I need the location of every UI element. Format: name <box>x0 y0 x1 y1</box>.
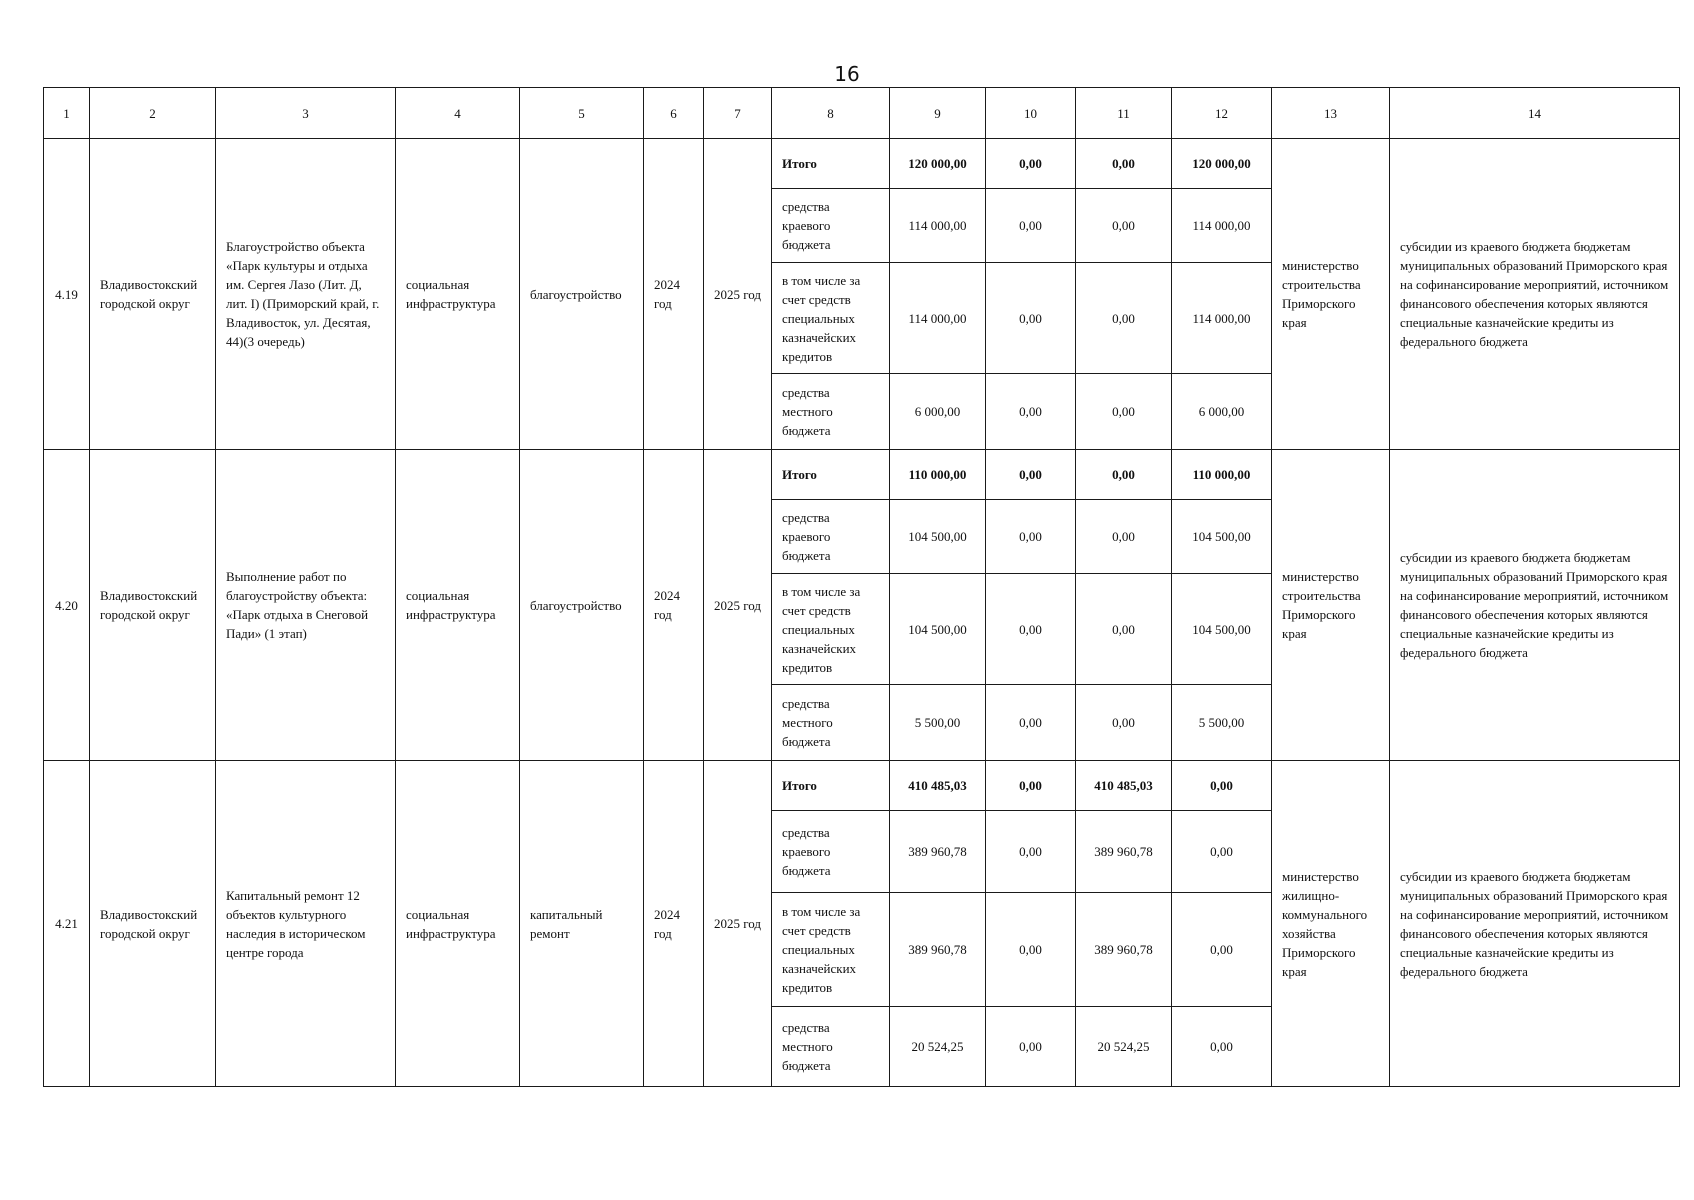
amount-cell: 389 960,78 <box>1076 811 1172 893</box>
object-name-cell: Капитальный ремонт 12 объектов культурного наследия в историческом центре города <box>216 761 396 1087</box>
start-year-cell: 2024 год <box>644 139 704 450</box>
amount-cell: 0,00 <box>986 574 1076 685</box>
amount-cell: 0,00 <box>1076 263 1172 374</box>
sphere-cell: социальная инфраструктура <box>396 450 520 761</box>
amount-cell: 0,00 <box>1076 374 1172 450</box>
amount-cell: 114 000,00 <box>890 263 986 374</box>
column-number-row <box>44 88 1680 139</box>
sphere-cell: социальная инфраструктура <box>396 761 520 1087</box>
funding-source-label: в том числе за счет средств специальных казначейских кредитов <box>772 263 890 374</box>
work-type-cell: благоустройство <box>520 450 644 761</box>
column-number: 12 <box>1172 88 1272 139</box>
amount-cell: 0,00 <box>986 263 1076 374</box>
column-number: 6 <box>644 88 704 139</box>
sphere-cell: социальная инфраструктура <box>396 139 520 450</box>
column-number: 4 <box>396 88 520 139</box>
object-name-cell: Благоустройство объекта «Парк культуры и отдыха им. Сергея Лазо (Лит. Д, лит. I) (Приморский край, г. Владивосток, ул. Десятая, 44)(3 очередь) <box>216 139 396 450</box>
column-number: 11 <box>1076 88 1172 139</box>
funding-source-label: Итого <box>772 450 890 500</box>
record-number: 4.21 <box>44 761 90 1087</box>
municipality-cell: Владивостокский городской округ <box>90 139 216 450</box>
amount-cell: 0,00 <box>1172 1007 1272 1087</box>
amount-cell: 0,00 <box>986 1007 1076 1087</box>
responsible-body-cell: министерство строительства Приморского края <box>1272 450 1390 761</box>
amount-cell: 389 960,78 <box>1076 893 1172 1007</box>
amount-cell: 114 000,00 <box>1172 189 1272 263</box>
funding-source-label: Итого <box>772 761 890 811</box>
start-year-cell: 2024 год <box>644 450 704 761</box>
column-number: 3 <box>216 88 396 139</box>
column-number: 1 <box>44 88 90 139</box>
amount-cell: 0,00 <box>986 139 1076 189</box>
amount-cell: 104 500,00 <box>890 500 986 574</box>
column-number: 14 <box>1390 88 1680 139</box>
amount-cell: 110 000,00 <box>890 450 986 500</box>
end-year-cell: 2025 год <box>704 761 772 1087</box>
column-number: 2 <box>90 88 216 139</box>
end-year-cell: 2025 год <box>704 450 772 761</box>
record-number: 4.19 <box>44 139 90 450</box>
record-row <box>44 139 1680 189</box>
funding-source-label: в том числе за счет средств специальных казначейских кредитов <box>772 893 890 1007</box>
amount-cell: 0,00 <box>1076 685 1172 761</box>
work-type-cell: капитальный ремонт <box>520 761 644 1087</box>
amount-cell: 5 500,00 <box>890 685 986 761</box>
column-number: 7 <box>704 88 772 139</box>
amount-cell: 0,00 <box>1076 189 1172 263</box>
funding-table <box>43 87 1680 1087</box>
amount-cell: 104 500,00 <box>1172 500 1272 574</box>
amount-cell: 0,00 <box>1076 450 1172 500</box>
amount-cell: 5 500,00 <box>1172 685 1272 761</box>
amount-cell: 114 000,00 <box>1172 263 1272 374</box>
amount-cell: 0,00 <box>986 500 1076 574</box>
municipality-cell: Владивостокский городской округ <box>90 761 216 1087</box>
amount-cell: 0,00 <box>986 893 1076 1007</box>
amount-cell: 389 960,78 <box>890 811 986 893</box>
responsible-body-cell: министерство жилищно-коммунального хозяйства Приморского края <box>1272 761 1390 1087</box>
amount-cell: 20 524,25 <box>890 1007 986 1087</box>
page-number: 16 <box>834 62 860 86</box>
amount-cell: 0,00 <box>986 374 1076 450</box>
funding-source-label: средства местного бюджета <box>772 1007 890 1087</box>
amount-cell: 6 000,00 <box>890 374 986 450</box>
amount-cell: 0,00 <box>1076 574 1172 685</box>
amount-cell: 120 000,00 <box>890 139 986 189</box>
municipality-cell: Владивостокский городской округ <box>90 450 216 761</box>
amount-cell: 0,00 <box>1172 893 1272 1007</box>
responsible-body-cell: министерство строительства Приморского края <box>1272 139 1390 450</box>
column-number: 9 <box>890 88 986 139</box>
end-year-cell: 2025 год <box>704 139 772 450</box>
funding-source-label: средства краевого бюджета <box>772 189 890 263</box>
amount-cell: 104 500,00 <box>1172 574 1272 685</box>
amount-cell: 104 500,00 <box>890 574 986 685</box>
column-number: 5 <box>520 88 644 139</box>
column-number: 13 <box>1272 88 1390 139</box>
amount-cell: 0,00 <box>986 450 1076 500</box>
funding-source-label: в том числе за счет средств специальных казначейских кредитов <box>772 574 890 685</box>
amount-cell: 0,00 <box>986 811 1076 893</box>
funding-source-label: средства краевого бюджета <box>772 811 890 893</box>
amount-cell: 0,00 <box>1172 761 1272 811</box>
record-row <box>44 450 1680 500</box>
object-name-cell: Выполнение работ по благоустройству объекта: «Парк отдыха в Снеговой Пади» (1 этап) <box>216 450 396 761</box>
amount-cell: 0,00 <box>1172 811 1272 893</box>
start-year-cell: 2024 год <box>644 761 704 1087</box>
amount-cell: 0,00 <box>986 189 1076 263</box>
amount-cell: 0,00 <box>1076 139 1172 189</box>
funding-source-label: средства краевого бюджета <box>772 500 890 574</box>
funding-source-label: средства местного бюджета <box>772 685 890 761</box>
amount-cell: 410 485,03 <box>890 761 986 811</box>
amount-cell: 0,00 <box>1076 500 1172 574</box>
amount-cell: 0,00 <box>986 685 1076 761</box>
amount-cell: 114 000,00 <box>890 189 986 263</box>
funding-note-cell: субсидии из краевого бюджета бюджетам муниципальных образований Приморского края на софинансирование мероприятий, источником финансового обеспечения которых являются специальные казначейские кредиты из федерального бюджета <box>1390 139 1680 450</box>
funding-source-label: средства местного бюджета <box>772 374 890 450</box>
work-type-cell: благоустройство <box>520 139 644 450</box>
funding-note-cell: субсидии из краевого бюджета бюджетам муниципальных образований Приморского края на софинансирование мероприятий, источником финансового обеспечения которых являются специальные казначейские кредиты из федерального бюджета <box>1390 761 1680 1087</box>
funding-note-cell: субсидии из краевого бюджета бюджетам муниципальных образований Приморского края на софинансирование мероприятий, источником финансового обеспечения которых являются специальные казначейские кредиты из федерального бюджета <box>1390 450 1680 761</box>
column-number: 8 <box>772 88 890 139</box>
column-number: 10 <box>986 88 1076 139</box>
funding-source-label: Итого <box>772 139 890 189</box>
record-number: 4.20 <box>44 450 90 761</box>
record-row <box>44 761 1680 811</box>
amount-cell: 0,00 <box>986 761 1076 811</box>
amount-cell: 110 000,00 <box>1172 450 1272 500</box>
amount-cell: 120 000,00 <box>1172 139 1272 189</box>
amount-cell: 410 485,03 <box>1076 761 1172 811</box>
amount-cell: 389 960,78 <box>890 893 986 1007</box>
amount-cell: 20 524,25 <box>1076 1007 1172 1087</box>
amount-cell: 6 000,00 <box>1172 374 1272 450</box>
